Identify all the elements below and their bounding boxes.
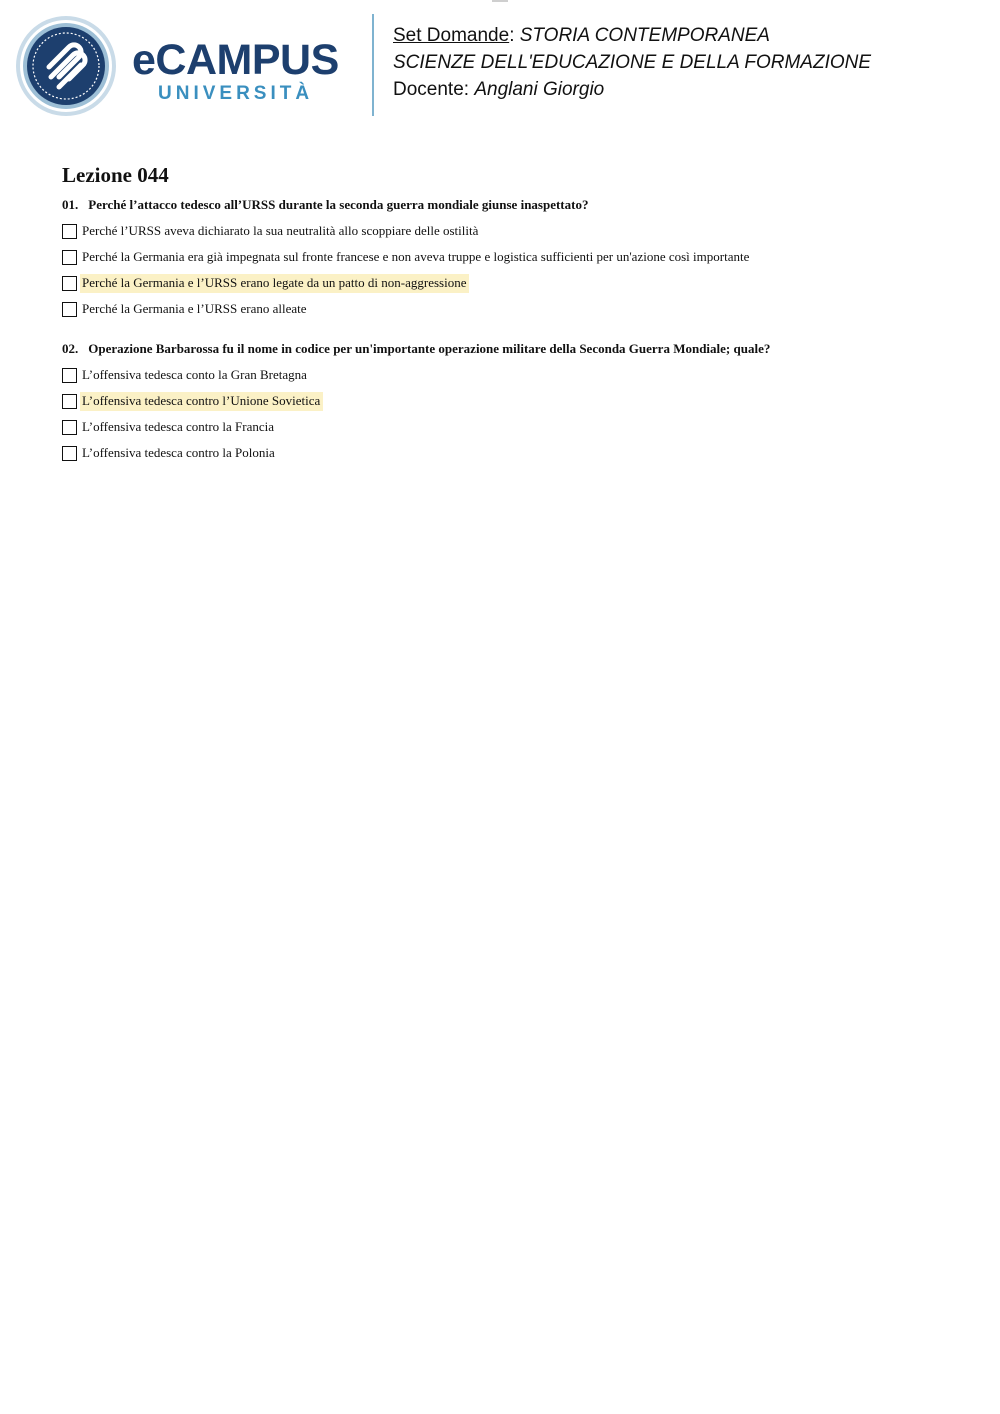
answer-option[interactable] — [62, 414, 962, 440]
answer-option[interactable] — [62, 244, 962, 270]
answer-option-label: L’offensiva tedesca conto la Gran Bretagna — [82, 366, 307, 382]
ecampus-seal-icon — [15, 15, 117, 117]
logo-brand-text: eCAMPUS — [132, 36, 339, 84]
answer-option[interactable] — [62, 296, 962, 322]
question-01 — [62, 196, 962, 322]
checkbox[interactable] — [62, 276, 77, 291]
question-label: Perché l’attacco tedesco all’URSS durante la seconda guerra mondiale giunse inaspettato? — [88, 197, 589, 212]
question-number: 02. — [62, 341, 79, 356]
checkbox[interactable] — [62, 224, 77, 239]
question-text — [62, 196, 962, 214]
answer-option-label: L’offensiva tedesca contro la Francia — [82, 418, 275, 434]
answer-option[interactable] — [62, 218, 962, 244]
answer-option[interactable] — [62, 362, 962, 388]
question-text — [62, 340, 962, 358]
checkbox[interactable] — [62, 394, 77, 409]
program-name: SCIENZE DELL'EDUCAZIONE E DELLA FORMAZIONE — [393, 52, 872, 73]
teacher-name: Anglani Giorgio — [474, 79, 605, 100]
answer-option-label: L’offensiva tedesca contro l’Unione Sovietica — [80, 392, 323, 411]
checkbox[interactable] — [62, 420, 77, 435]
answer-option-label: L’offensiva tedesca contro la Polonia — [82, 444, 275, 460]
checkbox[interactable] — [62, 368, 77, 383]
header-info — [393, 22, 871, 103]
answer-option-label: Perché l’URSS aveva dichiarato la sua neutralità allo scoppiare delle ostilità — [82, 222, 479, 238]
question-02 — [62, 340, 962, 466]
teacher-line — [393, 76, 871, 103]
checkbox[interactable] — [62, 302, 77, 317]
question-label: Operazione Barbarossa fu il nome in codice per un'importante operazione militare della Seconda Guerra Mondiale; quale? — [88, 341, 771, 356]
lesson-title: Lezione 044 — [62, 163, 169, 187]
set-line: Set Domande: STORIA CONTEMPORANEA — [393, 25, 770, 46]
header-divider — [372, 14, 374, 116]
teacher-label: Docente: — [393, 79, 470, 100]
lesson-content — [62, 162, 962, 484]
course-name: STORIA CONTEMPORANEA — [519, 25, 770, 46]
checkbox[interactable] — [62, 250, 77, 265]
checkbox[interactable] — [62, 446, 77, 461]
document-header — [0, 0, 1000, 130]
answer-option-highlighted[interactable] — [62, 270, 962, 296]
answer-option[interactable] — [62, 440, 962, 466]
answer-option-highlighted[interactable] — [62, 388, 962, 414]
set-label: Set Domande — [393, 25, 510, 46]
logo-subtitle-text: UNIVERSITÀ — [158, 83, 314, 104]
answer-option-label: Perché la Germania e l’URSS erano alleate — [82, 300, 307, 316]
ecampus-logo — [132, 38, 339, 106]
question-number: 01. — [62, 197, 79, 212]
answer-option-label: Perché la Germania e l’URSS erano legate da un patto di non-aggressione — [80, 274, 469, 293]
answer-option-label: Perché la Germania era già impegnata sul fronte francese e non aveva truppe e logistica sufficienti per un'azione così importante — [82, 248, 750, 264]
